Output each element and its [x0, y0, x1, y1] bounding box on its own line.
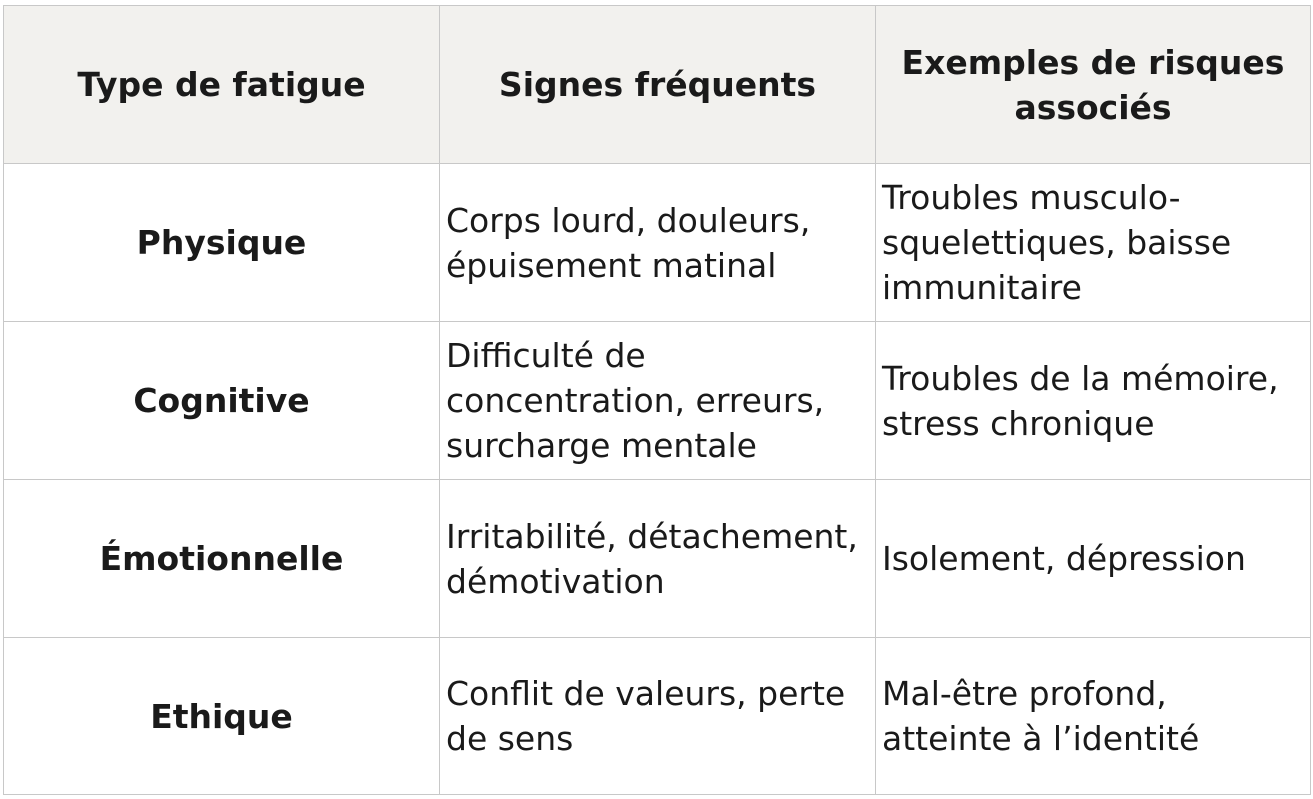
- row-risks-cell: Isolement, dépression: [876, 480, 1311, 638]
- row-type-cell: Ethique: [4, 638, 440, 795]
- table-row: [4, 164, 1311, 322]
- header-type: Type de fatigue: [4, 6, 440, 164]
- row-type-cell: Physique: [4, 164, 440, 322]
- row-type-cell: Émotionnelle: [4, 480, 440, 638]
- row-signs-cell: Irritabilité, détachement, démotivation: [440, 480, 876, 638]
- header-row: [4, 6, 1311, 164]
- row-signs-cell: Difficulté de concentration, erreurs, surcharge mentale: [440, 322, 876, 480]
- table-body: [4, 164, 1311, 795]
- table-row: [4, 638, 1311, 795]
- row-signs-cell: Conflit de valeurs, perte de sens: [440, 638, 876, 795]
- row-signs-cell: Corps lourd, douleurs, épuisement matinal: [440, 164, 876, 322]
- row-type-cell: Cognitive: [4, 322, 440, 480]
- header-signs: Signes fréquents: [440, 6, 876, 164]
- row-risks-cell: Troubles musculo-squelettiques, baisse immunitaire: [876, 164, 1311, 322]
- row-risks-cell: Troubles de la mémoire, stress chronique: [876, 322, 1311, 480]
- row-risks-cell: Mal-être profond, atteinte à l’identité: [876, 638, 1311, 795]
- table-row: [4, 322, 1311, 480]
- header-risks: Exemples de risques associés: [876, 6, 1311, 164]
- table-row: [4, 480, 1311, 638]
- table-header: [4, 6, 1311, 164]
- fatigue-types-table: [3, 5, 1311, 795]
